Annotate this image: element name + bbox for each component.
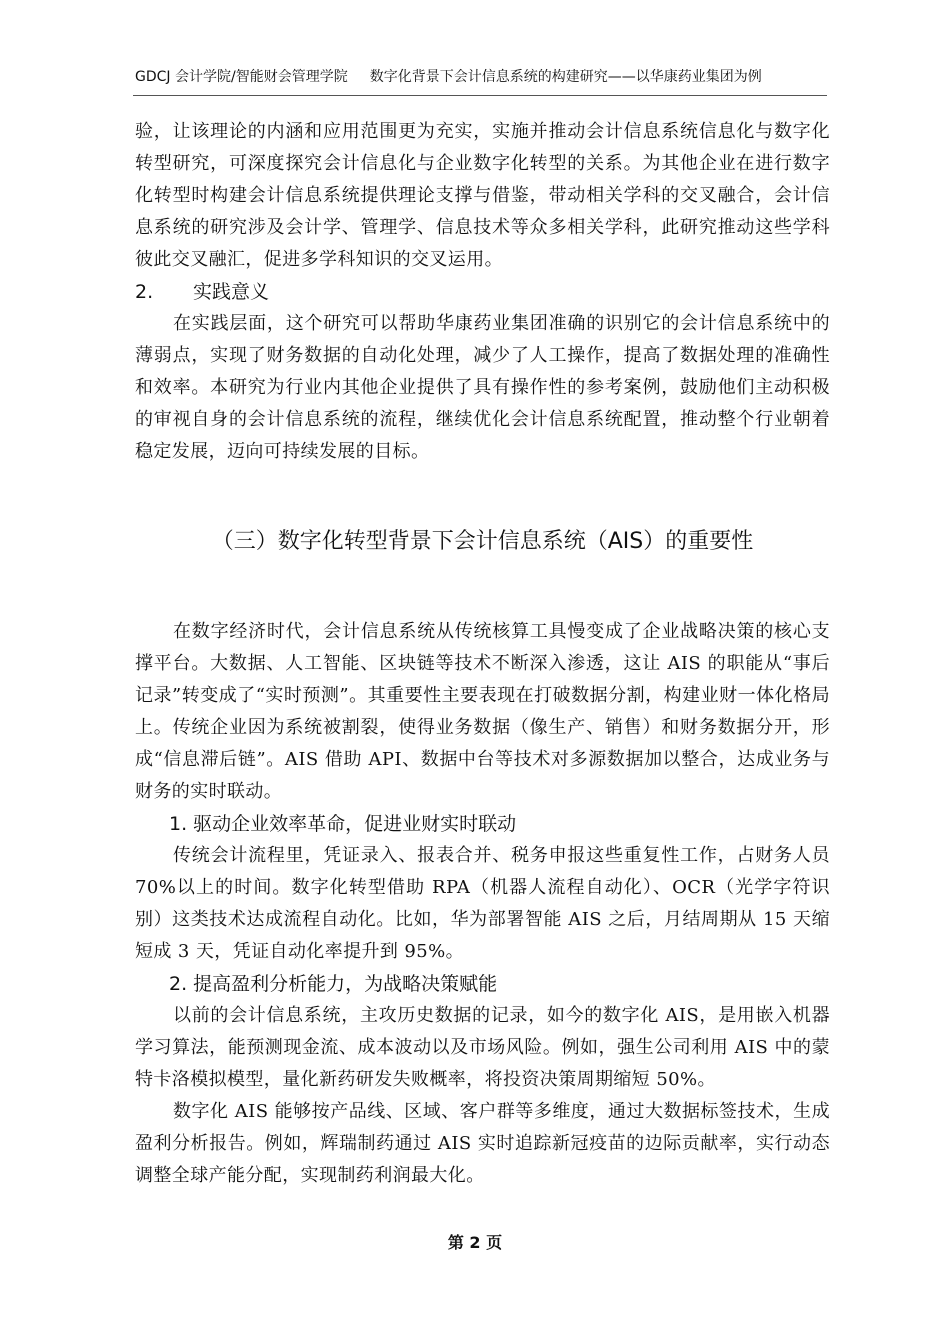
paragraph-practical-significance: 在实践层面，这个研究可以帮助华康药业集团准确的识别它的会计信息系统中的薄弱点，实现了财务数据的自动化处理，减少了人工操作，提高了数据处理的准确性和效率。本研究为行业内其他企业提供了具有操作性的参考案例，鼓励他们主动积极的审视自身的会计信息系统的流程，继续优化会计信息系统配置，推动整个行业朝着稳定发展，迈向可持续发展的目标。 — [135, 313, 830, 462]
page-number: 第 2 页 — [447, 1233, 503, 1252]
paragraph-digital-economy: 在数字经济时代，会计信息系统从传统核算工具慢变成了企业战略决策的核心支撑平台。大数据、人工智能、区块链等技术不断深入渗透，这让 AIS 的职能从“事后记录”转变成了“实时预测”。其重要性主要表现在打破数据分割，构建业财一体化格局上。传统企业因为系统被割裂，使得业务数据（像生产、销售）和财务数据分开，形成“信息滞后链”。AIS 借助 API、数据中台等技术对多源数据加以整合，达成业务与财务的实时联动。 — [135, 621, 830, 802]
header-title: 数字化背景下会计信息系统的构建研究——以华康药业集团为例 — [369, 69, 762, 85]
section-heading-ais-importance: （三）数字化转型背景下会计信息系统（AIS）的重要性 — [211, 529, 754, 554]
running-header — [135, 67, 825, 87]
heading-number: 2. — [135, 281, 154, 303]
heading-text: 实践意义 — [193, 281, 270, 303]
paragraph-multidimensional-analysis: 数字化 AIS 能够按产品线、区域、客户群等多维度，通过大数据标签技术，生成盈利分析报告。例如，辉瑞制药通过 AIS 实时追踪新冠疫苗的边际贡献率，实行动态调整全球产能分配，实现制药利润最大化。 — [135, 1101, 830, 1186]
subheading-profit-analysis: 2. 提高盈利分析能力，为战略决策赋能 — [169, 973, 498, 995]
paragraph-predictive-ais: 以前的会计信息系统，主攻历史数据的记录，如今的数字化 AIS，是用嵌入机器学习算法，能预测现金流、成本波动以及市场风险。例如，强生公司利用 AIS 中的蒙特卡洛模拟模型，量化新药研发失败概率，将投资决策周期缩短 50%。 — [135, 1005, 830, 1090]
header-divider — [133, 95, 827, 96]
paragraph-efficiency: 传统会计流程里，凭证录入、报表合并、税务申报这些重复性工作，占财务人员 70%以上的时间。数字化转型借助 RPA（机器人流程自动化）、OCR（光学字符识别）这类技术达成流程自动化。比如，华为部署智能 AIS 之后，月结周期从 15 天缩短成 3 天，凭证自动化率提升到 95%。 — [135, 845, 830, 962]
page-content — [135, 116, 830, 1192]
paragraph-theory-continued: 验，让该理论的内涵和应用范围更为充实，实施并推动会计信息系统信息化与数字化转型研究，可深度探究会计信息化与企业数字化转型的关系。为其他企业在进行数字化转型时构建会计信息系统提供理论支撑与借鉴，带动相关学科的交叉融合，会计信息系统的研究涉及会计学、管理学、信息技术等众多相关学科，此研究推动这些学科彼此交叉融汇，促进多学科知识的交叉运用。 — [135, 121, 830, 270]
heading-practical-significance — [135, 276, 830, 308]
subheading-efficiency-revolution: 1. 驱动企业效率革命，促进业财实时联动 — [169, 813, 517, 835]
header-school: GDCJ 会计学院/智能财会管理学院 — [135, 69, 348, 85]
